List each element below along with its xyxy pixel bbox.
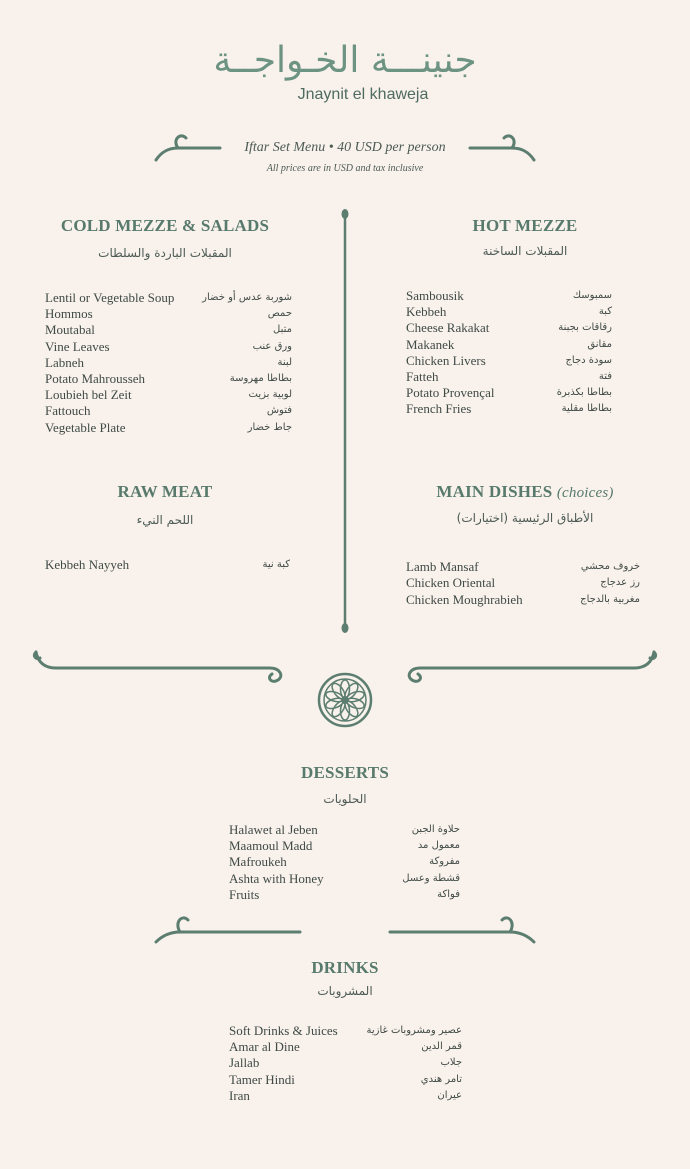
desserts-title: DESSERTS [301, 763, 389, 782]
menu-item [229, 1088, 462, 1104]
menu-item-name: Tamer Hindi [229, 1071, 295, 1087]
menu-item-name: Vegetable Plate [45, 419, 126, 435]
menu-item [229, 822, 460, 838]
menu-item-name-ar: بطاطا بكذبرة [556, 387, 612, 399]
menu-item-name: Fruits [229, 886, 260, 902]
menu-item-name: Halawet al Jeben [229, 822, 318, 837]
menu-item-name: Maamoul Madd [229, 838, 313, 854]
menu-item [229, 1023, 462, 1039]
menu-item-name-ar: لوبية بزيت [248, 389, 292, 401]
menu-item-name-ar: مغربية بالدجاج [580, 593, 640, 605]
raw-meat-title-ar: اللحم النيء [136, 513, 194, 527]
cold-mezze-title-ar: المقبلات الباردة والسلطات [98, 246, 232, 260]
menu-item-name: Cheese Rakakat [406, 320, 490, 336]
menu-item-name: Mafroukeh [229, 854, 287, 870]
brand-logo-english: Jnaynit el khaweja [297, 86, 429, 103]
menu-item [229, 1055, 462, 1071]
drinks-title: DRINKS [311, 958, 379, 977]
menu-item-name: French Fries [406, 401, 472, 417]
menu-item [45, 387, 292, 403]
menu-item-name-ar: عصير ومشروبات غازية [366, 1025, 462, 1036]
menu-item-name-ar: تامر هندي [420, 1073, 462, 1085]
menu-item-name-ar: سودة دجاج [565, 354, 612, 366]
menu-item [229, 887, 460, 903]
menu-item-name: Chicken Moughrabieh [406, 591, 523, 607]
menu-item-name-ar: سمبوسك [572, 290, 612, 301]
menu-item [45, 420, 292, 436]
menu-item [406, 369, 612, 385]
menu-item-name: Fatteh [406, 369, 439, 384]
menu-item-name: Makanek [406, 336, 455, 352]
menu-item [45, 557, 290, 573]
menu-item-name: Amar al Dine [229, 1039, 300, 1055]
menu-item-name-ar: مقانق [587, 338, 612, 350]
menu-item-name: Hommos [45, 306, 93, 322]
menu-item [229, 1072, 462, 1088]
drinks-title-ar: المشروبات [317, 984, 373, 998]
menu-item-name-ar: جاط خضار [247, 421, 292, 433]
menu-item-name: Lentil or Vegetable Soup [45, 290, 175, 305]
menu-item-name: Ashta with Honey [229, 870, 324, 886]
hot-mezze-title-ar: المقبلات الساخنة [482, 244, 568, 258]
menu-item-name-ar: خروف محشي [580, 561, 640, 572]
menu-item-name-ar: بطاطا مهروسة [229, 373, 292, 384]
menu-item-name: Potato Provençal [406, 385, 495, 401]
menu-item [406, 559, 640, 575]
menu-item [45, 306, 292, 322]
price-note: All prices are in USD and tax inclusive [266, 163, 424, 174]
main-dishes-title-note: (choices) [556, 485, 614, 501]
menu-item-name: Fattouch [45, 403, 91, 419]
menu-item-name-ar: عيران [437, 1089, 462, 1101]
menu-item [45, 322, 292, 338]
menu-item-name-ar: ورق عنب [252, 340, 292, 352]
menu-item [406, 337, 612, 353]
menu-item-name-ar: رقاقات بجبنة [558, 322, 612, 334]
menu-item-name: Soft Drinks & Juices [229, 1023, 338, 1038]
menu-item [229, 854, 460, 870]
menu-item-name-ar: قشطة وعسل [402, 872, 460, 884]
menu-item-name-ar: قمر الدين [421, 1041, 462, 1053]
menu-item-name-ar: معمول مد [417, 840, 460, 852]
cold-mezze-title: COLD MEZZE & SALADS [60, 216, 270, 235]
menu-item-name-ar: متبل [273, 324, 292, 336]
menu-item-name: Loubieh bel Zeit [45, 387, 132, 403]
menu-item [406, 288, 612, 304]
brand-logo-arabic: جنينـــة الخـواجــة [213, 40, 477, 81]
menu-item [406, 320, 612, 336]
menu-item [45, 339, 292, 355]
scroll-flourish-icon [0, 910, 690, 950]
menu-item-name: Kebbeh Nayyeh [45, 557, 130, 572]
menu-item [45, 371, 292, 387]
menu-item [45, 355, 292, 371]
menu-item [229, 1039, 462, 1055]
menu-item-name-ar: جلاب [440, 1057, 462, 1069]
menu-item-name-ar: شوربة عدس أو خضار [202, 292, 292, 303]
menu-item-name-ar: فواكة [437, 888, 460, 900]
menu-item [406, 353, 612, 369]
menu-item [406, 575, 640, 591]
main-dishes-title-text: MAIN DISHES [436, 482, 553, 501]
menu-subtitle: Iftar Set Menu • 40 USD per person [244, 140, 446, 155]
menu-item [406, 385, 612, 401]
menu-item-name-ar: حلاوة الجبن [411, 824, 460, 835]
menu-item-name: Vine Leaves [45, 338, 110, 354]
menu-item-name-ar: بطاطا مقلية [561, 403, 612, 415]
menu-item-name-ar: مفروكة [429, 856, 460, 868]
menu-item-name: Jallab [229, 1055, 260, 1071]
menu-item-name: Moutabal [45, 322, 95, 338]
menu-item-name: Labneh [45, 354, 84, 370]
menu-item-name: Iran [229, 1087, 250, 1103]
menu-item [406, 304, 612, 320]
menu-item-name-ar: رز عدجاج [600, 577, 640, 589]
floral-medallion-icon [316, 671, 374, 729]
hot-mezze-title: HOT MEZZE [472, 216, 578, 235]
desserts-title-ar: الحلويات [323, 792, 367, 806]
menu-item [229, 838, 460, 854]
menu-item-name: Potato Mahrousseh [45, 371, 146, 386]
menu-item-name: Lamb Mansaf [406, 559, 479, 574]
menu-item-name-ar: كبة [598, 306, 612, 318]
menu-item-name: Chicken Oriental [406, 575, 496, 591]
raw-meat-title: RAW MEAT [117, 482, 213, 501]
center-divider [335, 208, 355, 638]
menu-item-name: Chicken Livers [406, 352, 486, 368]
menu-item [406, 592, 640, 608]
menu-item-name-ar: كبة نية [262, 559, 290, 570]
menu-item-name-ar: فتوش [266, 405, 292, 417]
menu-item-name-ar: لبنة [277, 356, 292, 368]
main-dishes-title [400, 482, 650, 502]
menu-item [45, 403, 292, 419]
menu-item [229, 871, 460, 887]
menu-item-name: Sambousik [406, 288, 464, 303]
menu-item-name-ar: فتة [598, 371, 612, 382]
menu-item-name-ar: حمص [267, 308, 292, 320]
menu-item-name: Kebbeh [406, 304, 447, 320]
menu-item [406, 401, 612, 417]
menu-item [45, 290, 292, 306]
main-dishes-title-ar: الأطباق الرئيسية (اختيارات) [456, 511, 594, 525]
